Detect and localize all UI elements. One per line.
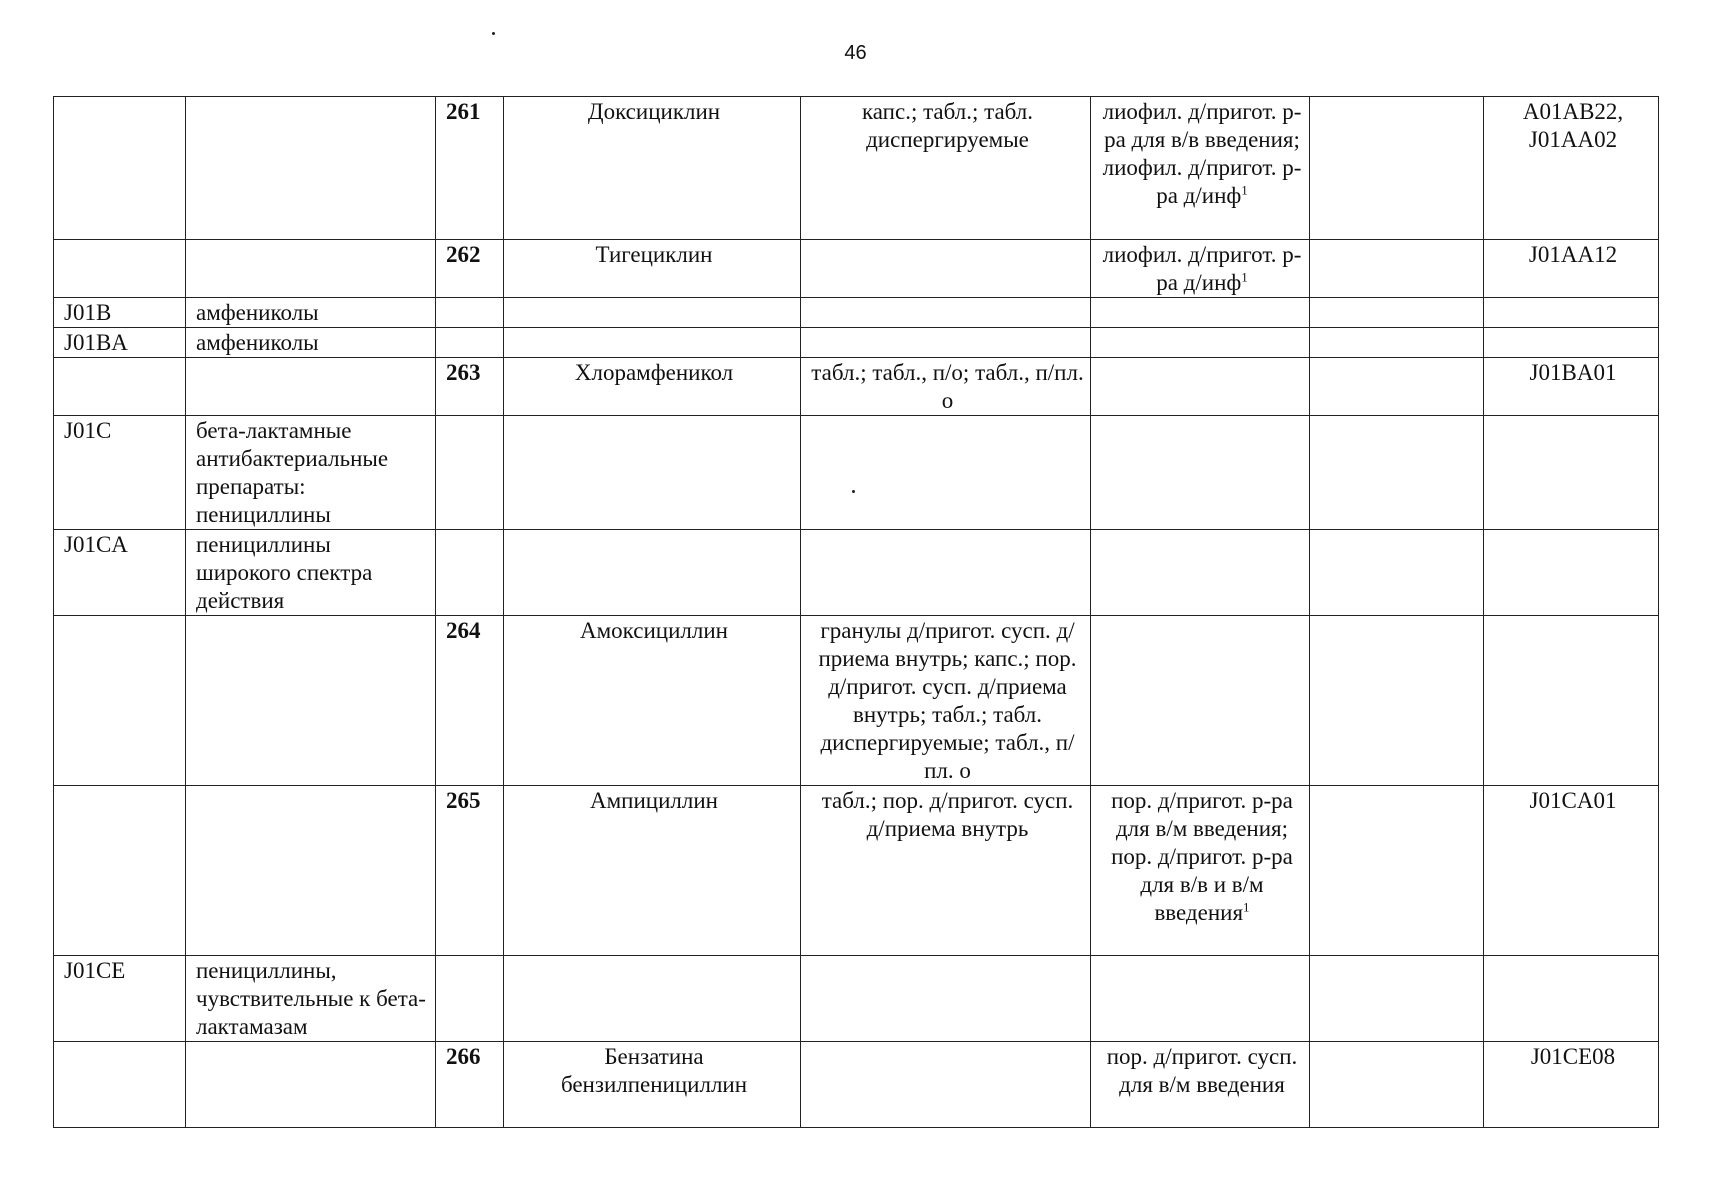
drug-name <box>504 1042 801 1128</box>
table-row <box>54 786 1659 956</box>
atc-code <box>1484 298 1659 328</box>
table-row <box>54 616 1659 786</box>
item-number <box>436 530 504 616</box>
extra-column-cell <box>1310 786 1484 956</box>
oral-dosage-forms <box>801 616 1091 786</box>
extra-column-cell <box>1310 328 1484 358</box>
oral-dosage-forms <box>801 956 1091 1042</box>
page-number: 46 <box>844 42 867 64</box>
oral-dosage-forms <box>801 240 1091 298</box>
item-number-text: 265 <box>446 788 481 813</box>
injection-dosage-forms <box>1091 298 1310 328</box>
atc-group-code-text: J01CA <box>64 532 128 557</box>
extra-column-cell <box>1310 416 1484 530</box>
extra-column-cell <box>1310 616 1484 786</box>
item-number <box>436 240 504 298</box>
drug-name-text: Хлорамфеникол <box>574 360 734 385</box>
drug-name-text: Доксициклин <box>587 99 721 124</box>
drug-name-text: Бензатина бензилпенициллин <box>560 1044 748 1097</box>
atc-group-code <box>54 240 186 298</box>
scan-speck <box>492 32 495 35</box>
atc-group-name-text: пенициллины, чувствительные к бета-лактамазам <box>196 958 426 1039</box>
atc-group-code <box>54 298 186 328</box>
atc-group-name <box>186 240 436 298</box>
atc-code-text: J01CE08 <box>1530 1044 1616 1069</box>
atc-group-name <box>186 358 436 416</box>
oral-dosage-forms <box>801 298 1091 328</box>
atc-group-code <box>54 956 186 1042</box>
oral-dosage-forms <box>801 328 1091 358</box>
atc-code <box>1484 956 1659 1042</box>
injection-dosage-forms <box>1091 786 1310 956</box>
table-row <box>54 358 1659 416</box>
item-number <box>436 97 504 240</box>
injection-dosage-forms-text: лиофил. д/пригот. р-ра для в/в введения; лиофил. д/пригот. р-ра д/инф <box>1102 99 1302 208</box>
table-row <box>54 298 1659 328</box>
atc-group-code <box>54 616 186 786</box>
extra-column-cell <box>1310 1042 1484 1128</box>
atc-group-code <box>54 328 186 358</box>
atc-group-name <box>186 956 436 1042</box>
footnote-marker: 1 <box>1241 182 1248 198</box>
item-number <box>436 416 504 530</box>
drug-name-text: Тигециклин <box>595 242 713 267</box>
atc-group-name <box>186 530 436 616</box>
atc-group-code-text: J01B <box>64 300 112 325</box>
atc-group-code <box>54 786 186 956</box>
atc-code <box>1484 328 1659 358</box>
atc-code <box>1484 416 1659 530</box>
injection-dosage-forms <box>1091 416 1310 530</box>
table-row <box>54 97 1659 240</box>
atc-group-name-text: амфениколы <box>196 330 319 355</box>
extra-column-cell <box>1310 530 1484 616</box>
drug-name-text: Ампициллин <box>590 788 718 813</box>
table-row <box>54 956 1659 1042</box>
atc-group-name <box>186 298 436 328</box>
item-number-text: 262 <box>446 242 481 267</box>
drug-name <box>504 416 801 530</box>
item-number-text: 264 <box>446 618 481 643</box>
atc-code <box>1484 358 1659 416</box>
atc-group-name-text: пенициллины широкого спектра действия <box>196 532 373 613</box>
table-row <box>54 416 1659 530</box>
drug-name <box>504 786 801 956</box>
atc-group-name <box>186 416 436 530</box>
drug-name <box>504 97 801 240</box>
drug-name <box>504 328 801 358</box>
drug-name <box>504 530 801 616</box>
atc-code <box>1484 240 1659 298</box>
item-number <box>436 956 504 1042</box>
item-number-text: 261 <box>446 99 481 124</box>
atc-code <box>1484 1042 1659 1128</box>
footnote-marker: 1 <box>1241 269 1248 285</box>
table-row <box>54 530 1659 616</box>
footnote-marker: 1 <box>1243 899 1250 915</box>
item-number <box>436 1042 504 1128</box>
extra-column-cell <box>1310 97 1484 240</box>
atc-group-name <box>186 97 436 240</box>
table-row <box>54 328 1659 358</box>
oral-dosage-forms <box>801 416 1091 530</box>
atc-code-text: J01AA12 <box>1528 242 1618 267</box>
atc-group-name <box>186 1042 436 1128</box>
item-number <box>436 616 504 786</box>
oral-dosage-forms <box>801 786 1091 956</box>
extra-column-cell <box>1310 298 1484 328</box>
injection-dosage-forms <box>1091 616 1310 786</box>
atc-code <box>1484 616 1659 786</box>
item-number-text: 263 <box>446 360 481 385</box>
extra-column-cell <box>1310 240 1484 298</box>
injection-dosage-forms <box>1091 530 1310 616</box>
atc-group-name <box>186 616 436 786</box>
item-number <box>436 786 504 956</box>
extra-column-cell <box>1310 358 1484 416</box>
atc-group-name <box>186 328 436 358</box>
drug-name <box>504 298 801 328</box>
table-row <box>54 240 1659 298</box>
item-number <box>436 358 504 416</box>
drug-name <box>504 240 801 298</box>
injection-dosage-forms <box>1091 97 1310 240</box>
atc-code <box>1484 530 1659 616</box>
atc-code-text: J01CA01 <box>1529 788 1617 813</box>
drug-name-text: Амоксициллин <box>580 618 728 643</box>
atc-group-name <box>186 786 436 956</box>
injection-dosage-forms <box>1091 358 1310 416</box>
drug-name <box>504 956 801 1042</box>
atc-group-code <box>54 1042 186 1128</box>
atc-code-text: A01AB22, J01AA02 <box>1522 99 1624 152</box>
drug-name <box>504 358 801 416</box>
injection-dosage-forms-text: лиофил. д/пригот. р-ра д/инф <box>1102 242 1302 295</box>
injection-dosage-forms <box>1091 328 1310 358</box>
injection-dosage-forms-text: пор. д/пригот. сусп. для в/м введения <box>1106 1044 1298 1097</box>
oral-dosage-forms <box>801 1042 1091 1128</box>
item-number <box>436 298 504 328</box>
oral-dosage-forms <box>801 530 1091 616</box>
drug-name <box>504 616 801 786</box>
oral-dosage-forms-text: табл.; пор. д/пригот. сусп. д/приема внутрь <box>821 788 1074 841</box>
atc-group-code-text: J01BA <box>64 330 128 355</box>
extra-column-cell <box>1310 956 1484 1042</box>
oral-dosage-forms <box>801 97 1091 240</box>
oral-dosage-forms-text: гранулы д/пригот. сусп. д/приема внутрь; капс.; пор. д/пригот. сусп. д/приема внутрь; табл.; табл. диспергируемые; табл., п/пл. о <box>818 618 1077 783</box>
atc-group-code <box>54 358 186 416</box>
item-number <box>436 328 504 358</box>
table-body <box>54 97 1659 1128</box>
drug-list-table <box>53 96 1659 1128</box>
oral-dosage-forms <box>801 358 1091 416</box>
atc-code <box>1484 786 1659 956</box>
injection-dosage-forms <box>1091 240 1310 298</box>
item-number-text: 266 <box>446 1044 481 1069</box>
injection-dosage-forms-text: пор. д/пригот. р-ра для в/м введения; пор. д/пригот. р-ра для в/в и в/м введения <box>1111 788 1293 925</box>
atc-group-code <box>54 530 186 616</box>
injection-dosage-forms <box>1091 1042 1310 1128</box>
oral-dosage-forms-text: табл.; табл., п/о; табл., п/пл. о <box>811 360 1084 413</box>
oral-dosage-forms-text: капс.; табл.; табл. диспергируемые <box>861 99 1034 152</box>
table-row <box>54 1042 1659 1128</box>
atc-group-name-text: амфениколы <box>196 300 319 325</box>
atc-group-code <box>54 97 186 240</box>
atc-group-code-text: J01C <box>64 418 112 443</box>
atc-group-code <box>54 416 186 530</box>
atc-group-name-text: бета-лактамные антибактериальные препараты: пенициллины <box>196 418 389 527</box>
atc-code-text: J01BA01 <box>1529 360 1617 385</box>
injection-dosage-forms <box>1091 956 1310 1042</box>
atc-code <box>1484 97 1659 240</box>
atc-group-code-text: J01CE <box>64 958 126 983</box>
